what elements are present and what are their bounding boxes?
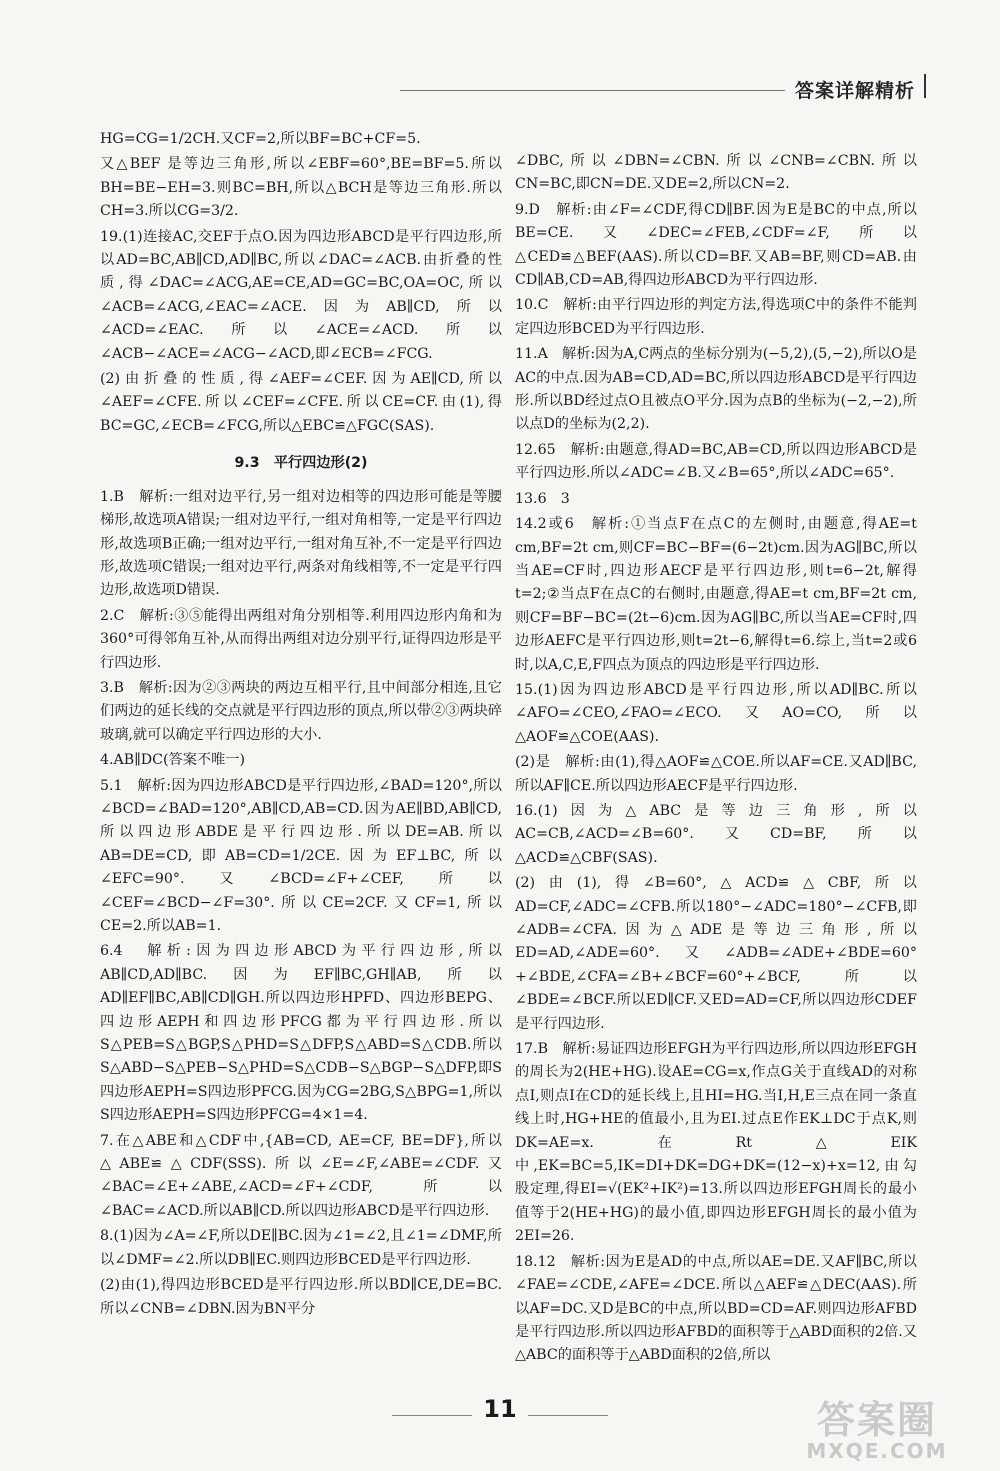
page-header — [400, 70, 940, 110]
paragraph: 又△BEF 是等边三角形,所以∠EBF=60°,BE=BF=5.所以BH=BE−EH=3.则BC=BH,所以△BCH是等边三角形.所以CH=3.所以CG=3/2. — [100, 156, 502, 220]
header-bracket — [924, 74, 926, 98]
paragraph: (2)由(1),得∠B=60°,△ACD≌△CBF,所以AD=CF,∠ADC=∠CFB.所以180°−∠ADC=180°−∠CFB,即∠ADB=∠CFA.因为△ADE是等边三角形,所以ED=AD,∠ADE=60°.又∠ADB=∠ADE+∠BDE=60°+∠BDE,∠CFA=∠B+∠BCF=60°+∠BCF,所以∠BDE=∠BCF.所以ED∥CF.又ED=AD=CF,所以四边形CDEF是平行四边形. — [515, 875, 917, 1032]
header-rule — [400, 90, 785, 91]
paragraph: 10.C 解析:由平行四边形的判定方法,得选项C中的条件不能判定四边形BCED为平行四边形. — [515, 297, 917, 337]
paragraph: (2)是 解析:由(1),得△AOF≌△COE.所以AF=CE.又AD∥BC,所以AF∥CE.所以四边形AECF是平行四边形. — [515, 754, 917, 794]
paragraph: 18.12 解析:因为E是AD的中点,所以AE=DE.又AF∥BC,所以∠FAE=∠CDE,∠AFE=∠DCE.所以△AEF≌△DEC(AAS).所以AF=DC.又D是BC的中点,所以BD=CD=AF.则四边形AFBD是平行四边形.所以四边形AFBD的面积等于△ABD面积的2倍.又△ABC的面积等于△ABD面积的2倍,所以 — [515, 1253, 917, 1364]
watermark-logo: 答案圈 — [816, 1398, 937, 1442]
right-column — [515, 150, 917, 1370]
page-number: 11 — [483, 1395, 517, 1423]
paragraph: 7.在△ABE和△CDF中,{AB=CD, AE=CF, BE=DF},所以△ABE≌△CDF(SSS).所以∠E=∠F,∠ABE=∠CDF.又∠BAC=∠E+∠ABE,∠ACD=∠F+∠CDF,所以∠BAC=∠ACD.所以AB∥CD.所以四边形ABCD是平行四边形. — [100, 1132, 502, 1219]
watermark — [772, 1400, 982, 1462]
paragraph: 14.2或6 解析:①当点F在点C的左侧时,由题意,得AE=t cm,BF=2t cm,则CF=BC−BF=(6−2t)cm.因为AG∥BC,所以当AE=CF时,四边形AECF是平行四边形,则t=6−2t,解得t=2;②当点F在点C的右侧时,由题意,得AE=t cm,BF=2t cm,则CF=BF−BC=(2t−6)cm.因为AG∥BC,所以当AE=CF时,四边形AEFC是平行四边形,则t=2t−6,解得t=6.综上,当t=2或6时,以A,C,E,F四点为顶点的四边形是平行四边形. — [515, 516, 917, 673]
paragraph: 15.(1)因为四边形ABCD是平行四边形,所以AD∥BC.所以∠AFO=∠CEO,∠FAO=∠ECO.又AO=CO,所以△AOF≌△COE(AAS). — [515, 681, 917, 745]
paragraph: 13.6 3 — [515, 490, 570, 507]
paragraph: 1.B 解析:一组对边平行,另一组对边相等的四边形可能是等腰梯形,故选项A错误;一组对边平行,一组对角相等,一定是平行四边形,故选项B正确;一组对边平行,一组对角互补,不一定是平行四边形,故选项C错误;一组对边平行,两条对角线相等,不一定是平行四边形,故选项D错误. — [100, 488, 502, 599]
header-title: 答案详解精析 — [794, 80, 915, 102]
paragraph: 3.B 解析:因为②③两块的两边互相平行,且中间部分相连,且它们两边的延长线的交点就是平行四边形的顶点,所以带②③两块碎玻璃,就可以确定平行四边形的大小. — [100, 679, 502, 743]
footer-rule-right — [528, 1415, 608, 1416]
paragraph: 16.(1)因为△ABC是等边三角形,所以AC=CB,∠ACD=∠B=60°.又CD=BF,所以△ACD≌△CBF(SAS). — [515, 802, 917, 866]
paragraph: ∠DBC,所以∠DBN=∠CBN.所以∠CNB=∠CBN.所以CN=BC,即CN=DE.又DE=2,所以CN=2. — [515, 153, 917, 193]
paragraph: 6.4 解析:因为四边形ABCD为平行四边形,所以AB∥CD,AD∥BC.因为EF∥BC,GH∥AB,所以AD∥EF∥BC,AB∥CD∥GH.所以四边形HPFD、四边形BEPG、四边形AEPH和四边形PFCG都为平行四边形.所以S△PEB=S△BGP,S△PHD=S△DFP,S△ABD=S△CDB.所以S△ABD−S△PEB−S△PHD=S△CDB−S△BGP−S△DFP,即S四边形AEPH=S四边形PFCG.因为CG=2BG,S△BPG=1,所以S四边形AEPH=S四边形PFCG=4×1=4. — [100, 943, 502, 1124]
paragraph: 5.1 解析:因为四边形ABCD是平行四边形,∠BAD=120°,所以∠BCD=∠BAD=120°,AB∥CD,AB=CD.因为AE∥BD,AB∥CD,所以四边形ABDE是平行四边形.所以DE=AB.所以AB=DE=CD,即AB=CD=1/2CE.因为EF⊥BC,所以∠EFC=90°.又∠BCD=∠F+∠CEF,所以∠CEF=∠BCD−∠F=30°.所以CE=2CF.又CF=1,所以CE=2.所以AB=1. — [100, 777, 502, 934]
watermark-url: MXQE.COM — [806, 1439, 948, 1463]
paragraph: (2)由(1),得四边形BCED是平行四边形.所以BD∥CE,DE=BC.所以∠CNB=∠DBN.因为BN平分 — [100, 1277, 502, 1317]
paragraph: 12.65 解析:由题意,得AD=BC,AB=CD,所以四边形ABCD是平行四边形.所以∠ADC=∠B.又∠B=65°,所以∠ADC=65°. — [515, 441, 917, 482]
paragraph: 8.(1)因为∠A=∠F,所以DE∥BC.因为∠1=∠2,且∠1=∠DMF,所以∠DMF=∠2.所以DB∥EC.则四边形BCED是平行四边形. — [100, 1228, 502, 1268]
paragraph: 17.B 解析:易证四边形EFGH为平行四边形,所以四边形EFGH的周长为2(HE+HG).设AE=CG=x,作点G关于直线AD的对称点I,则点I在CD的延长线上,且HI=HG.当I,H,E三点在同一条直线上时,HG+HE的值最小,且为EI.过点E作EK⊥DC于点K,则DK=AE=x.在Rt△EIK中,EK=BC=5,IK=DI+DK=DG+DK=(12−x)+x=12,由勾股定理,得EI=√(EK²+IK²)=13.所以四边形EFGH周长的最小值等于2(HE+HG)的最小值,即四边形EFGH周长的最小值为2EI=26. — [515, 1041, 917, 1245]
paragraph: 11.A 解析:因为A,C两点的坐标分别为(−5,2),(5,−2),所以O是AC的中点.因为AB=CD,AD=BC,所以四边形ABCD是平行四边形.所以BD经过点O且被点O平分.因为点B的坐标为(−2,−2),所以点D的坐标为(2,2). — [515, 346, 917, 433]
section-heading: 9.3 平行四边形(2) — [234, 455, 368, 472]
paragraph: HG=CG=1/2CH.又CF=2,所以BF=BC+CF=5. — [100, 131, 421, 147]
paragraph: 2.C 解析:③⑤能得出两组对角分别相等.利用四边形内角和为360°可得邻角互补,从而得出两组对边分别平行,证得四边形是平行四边形. — [100, 607, 502, 671]
paragraph: (2)由折叠的性质,得∠AEF=∠CEF.因为AE∥CD,所以∠AEF=∠CFE.所以∠CEF=∠CFE.所以CE=CF.由(1),得BC=GC,∠ECB=∠FCG,所以△EBC≌△FGC(SAS). — [100, 371, 502, 434]
paragraph: 9.D 解析:由∠F=∠CDF,得CD∥BF.因为E是BC的中点,所以BE=CE.又∠DEC=∠FEB,∠CDF=∠F,所以△CED≌△BEF(AAS).所以CD=BF.又AB=BF,则CD=AB.由CD∥AB,CD=AB,得四边形ABCD为平行四边形. — [515, 201, 917, 289]
paragraph: 4.AB∥DC(答案不唯一) — [100, 752, 245, 769]
paragraph: 19.(1)连接AC,交EF于点O.因为四边形ABCD是平行四边形,所以AD=BC,AB∥CD,AD∥BC,所以∠DAC=∠ACB.由折叠的性质,得∠DAC=∠ACG,AE=CE,AD=GC=BC,OA=OC,所以∠ACB=∠ACG,∠EAC=∠ACE.因为AB∥CD,所以∠ACD=∠EAC.所以∠ACE=∠ACD.所以∠ACB−∠ACE=∠ACG−∠ACD,即∠ECB=∠FCG. — [100, 228, 502, 362]
footer-rule-left — [392, 1415, 472, 1416]
left-column — [100, 128, 502, 1323]
